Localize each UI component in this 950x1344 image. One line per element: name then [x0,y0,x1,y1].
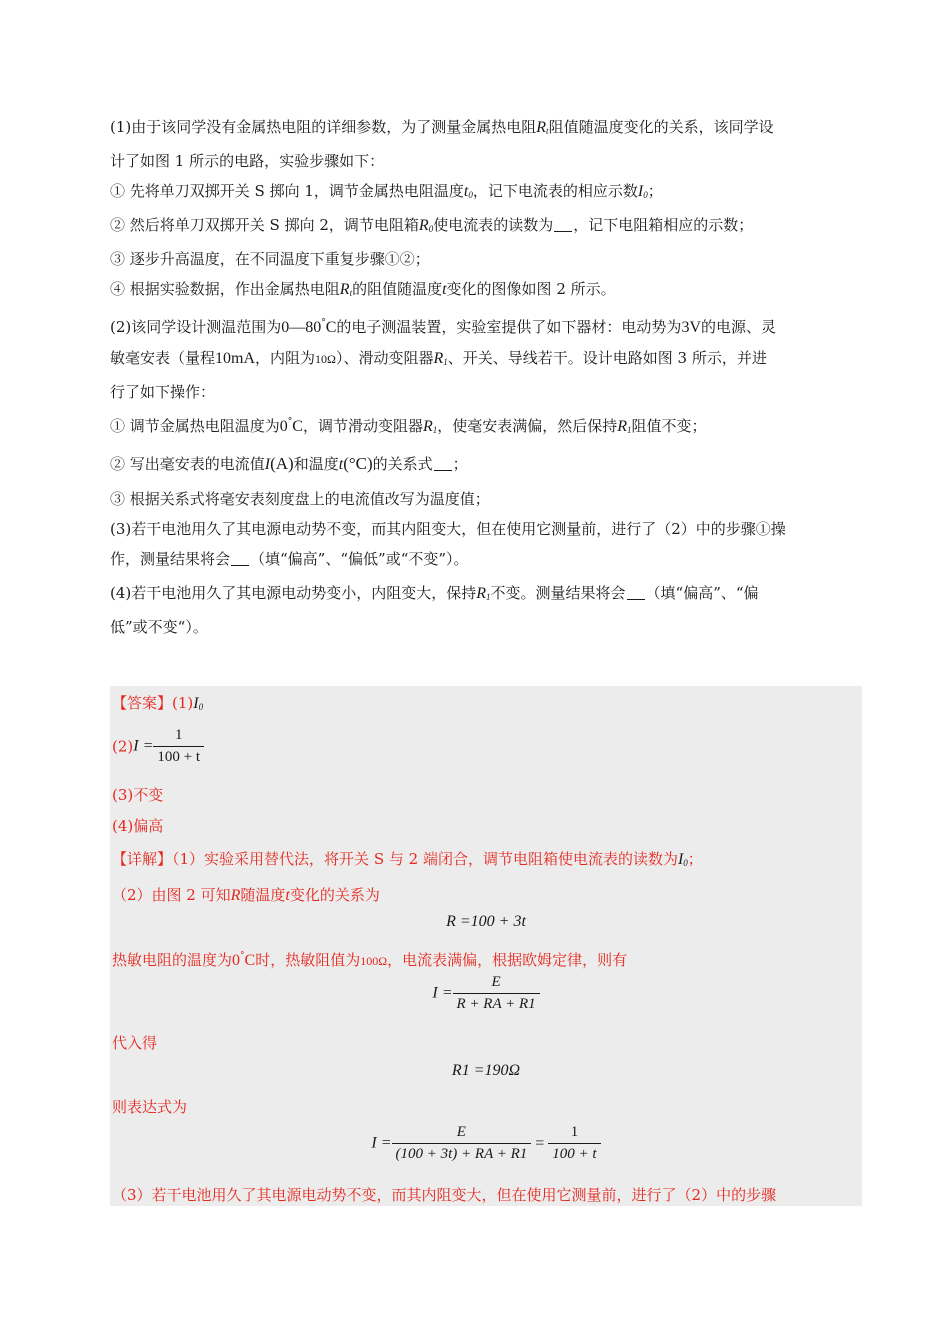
question-part2-cont2: 行了如下操作： [110,383,216,401]
operation-1: ① 调节金属热电阻温度为0°C，调节滑动变阻器$R_1$，使毫安表满偏，然后保持$R_1$阻值不变； [110,417,707,435]
answer-blank [434,456,452,471]
operation-3: ③ 根据关系式将毫安表刻度盘上的电流值改写为温度值； [110,490,490,508]
answer-2-fraction: $\frac{1}{100 + t}$ [153,727,204,766]
question-part4: (4)若干电池用久了其电源电动势变小，内阻变大，保持$R_1$不变。测量结果将会 （填“偏高”、“偏 [110,584,759,602]
answer-3: (3)不变 [112,786,164,804]
step-3: ③ 逐步升高温度，在不同温度下重复步骤①②； [110,250,430,268]
detail-1: 【详解】（1）实验采用替代法，将开关 S 与 2 端闭合，调节电阻箱使电流表的读数为$I_0$； [112,850,703,868]
answer-blank [231,551,249,566]
step-1: ① 先将单刀双掷开关 S 掷向 1，调节金属热电阻温度$t_0$，记下电流表的相应示数$I_0$； [110,182,663,200]
rt-symbol: $R_t$ [536,119,549,136]
q1-text-b: 阻值随温度变化的关系，该同学设 [548,118,774,136]
question-part4-cont: 低”或不变“）。 [110,618,208,636]
detail-3: 热敏电阻的温度为0°C时，热敏阻值为100Ω，电流表满偏，根据欧姆定律，则有 [112,951,628,969]
detail-6: （3）若干电池用久了其电源电动势不变，而其内阻变大，但在使用它测量前，进行了（2）中的步骤 [112,1186,777,1204]
operation-2: ② 写出毫安表的电流值I(A)和温度t(°C)的关系式 ； [110,454,468,473]
answer-4: (4)偏高 [112,817,164,835]
q1-text-a: (1)由于该同学没有金属热电阻的详细参数，为了测量金属热电阻 [110,118,537,136]
question-part3-cont: 作，测量结果将会 （填“偏高”、“偏低”或“不变”）。 [110,550,469,568]
answer-2: (2)I = $\frac{1}{100 + t}$ [112,727,204,766]
formula-ohms-law: I = $\frac{E}{R + RA + R1}$ [110,974,862,1013]
question-part1 [110,112,862,146]
detail-4: 代入得 [112,1034,158,1052]
answer-blank [627,585,645,600]
answer-1: 【答案】$(1)I_0$ [112,694,204,712]
question-part2-cont: 敏毫安表（量程10mA，内阻为10Ω）、滑动变阻器$R_1$、开关、导线若干。设计电路如图 3 所示，并进 [110,349,767,367]
question-part1-cont: 计了如图 1 所示的电路，实验步骤如下： [110,152,385,170]
step-4: ④ 根据实验数据，作出金属热电阻$R_t$的阻值随温度t变化的图像如图 2 所示。 [110,280,616,298]
step-2: ② 然后将单刀双掷开关 S 掷向 2，调节电阻箱$R_0$使电流表的读数为 ，记下电阻箱相应的示数； [110,216,754,234]
formula-final: I = $\frac{E}{(100 + 3t) + RA + R1}$ = $\frac{1}{100 + t}$ [110,1124,862,1163]
formula-r-vs-t: R =100 + 3t [446,913,526,930]
question-part3: (3)若干电池用久了其电源电动势不变，而其内阻变大，但在使用它测量前，进行了（2）中的步骤①操 [110,520,786,538]
question-part2: (2)该同学设计测温范围为0—80°C的电子测温装置，实验室提供了如下器材：电动势为3V的电源、灵 [110,318,777,336]
question-block [110,112,862,642]
formula-r1: R1 =190Ω [451,1062,521,1079]
detail-2: （2）由图 2 可知R随温度t变化的关系为 [112,886,380,904]
answer-blank [554,217,572,232]
detail-5: 则表达式为 [112,1098,188,1116]
